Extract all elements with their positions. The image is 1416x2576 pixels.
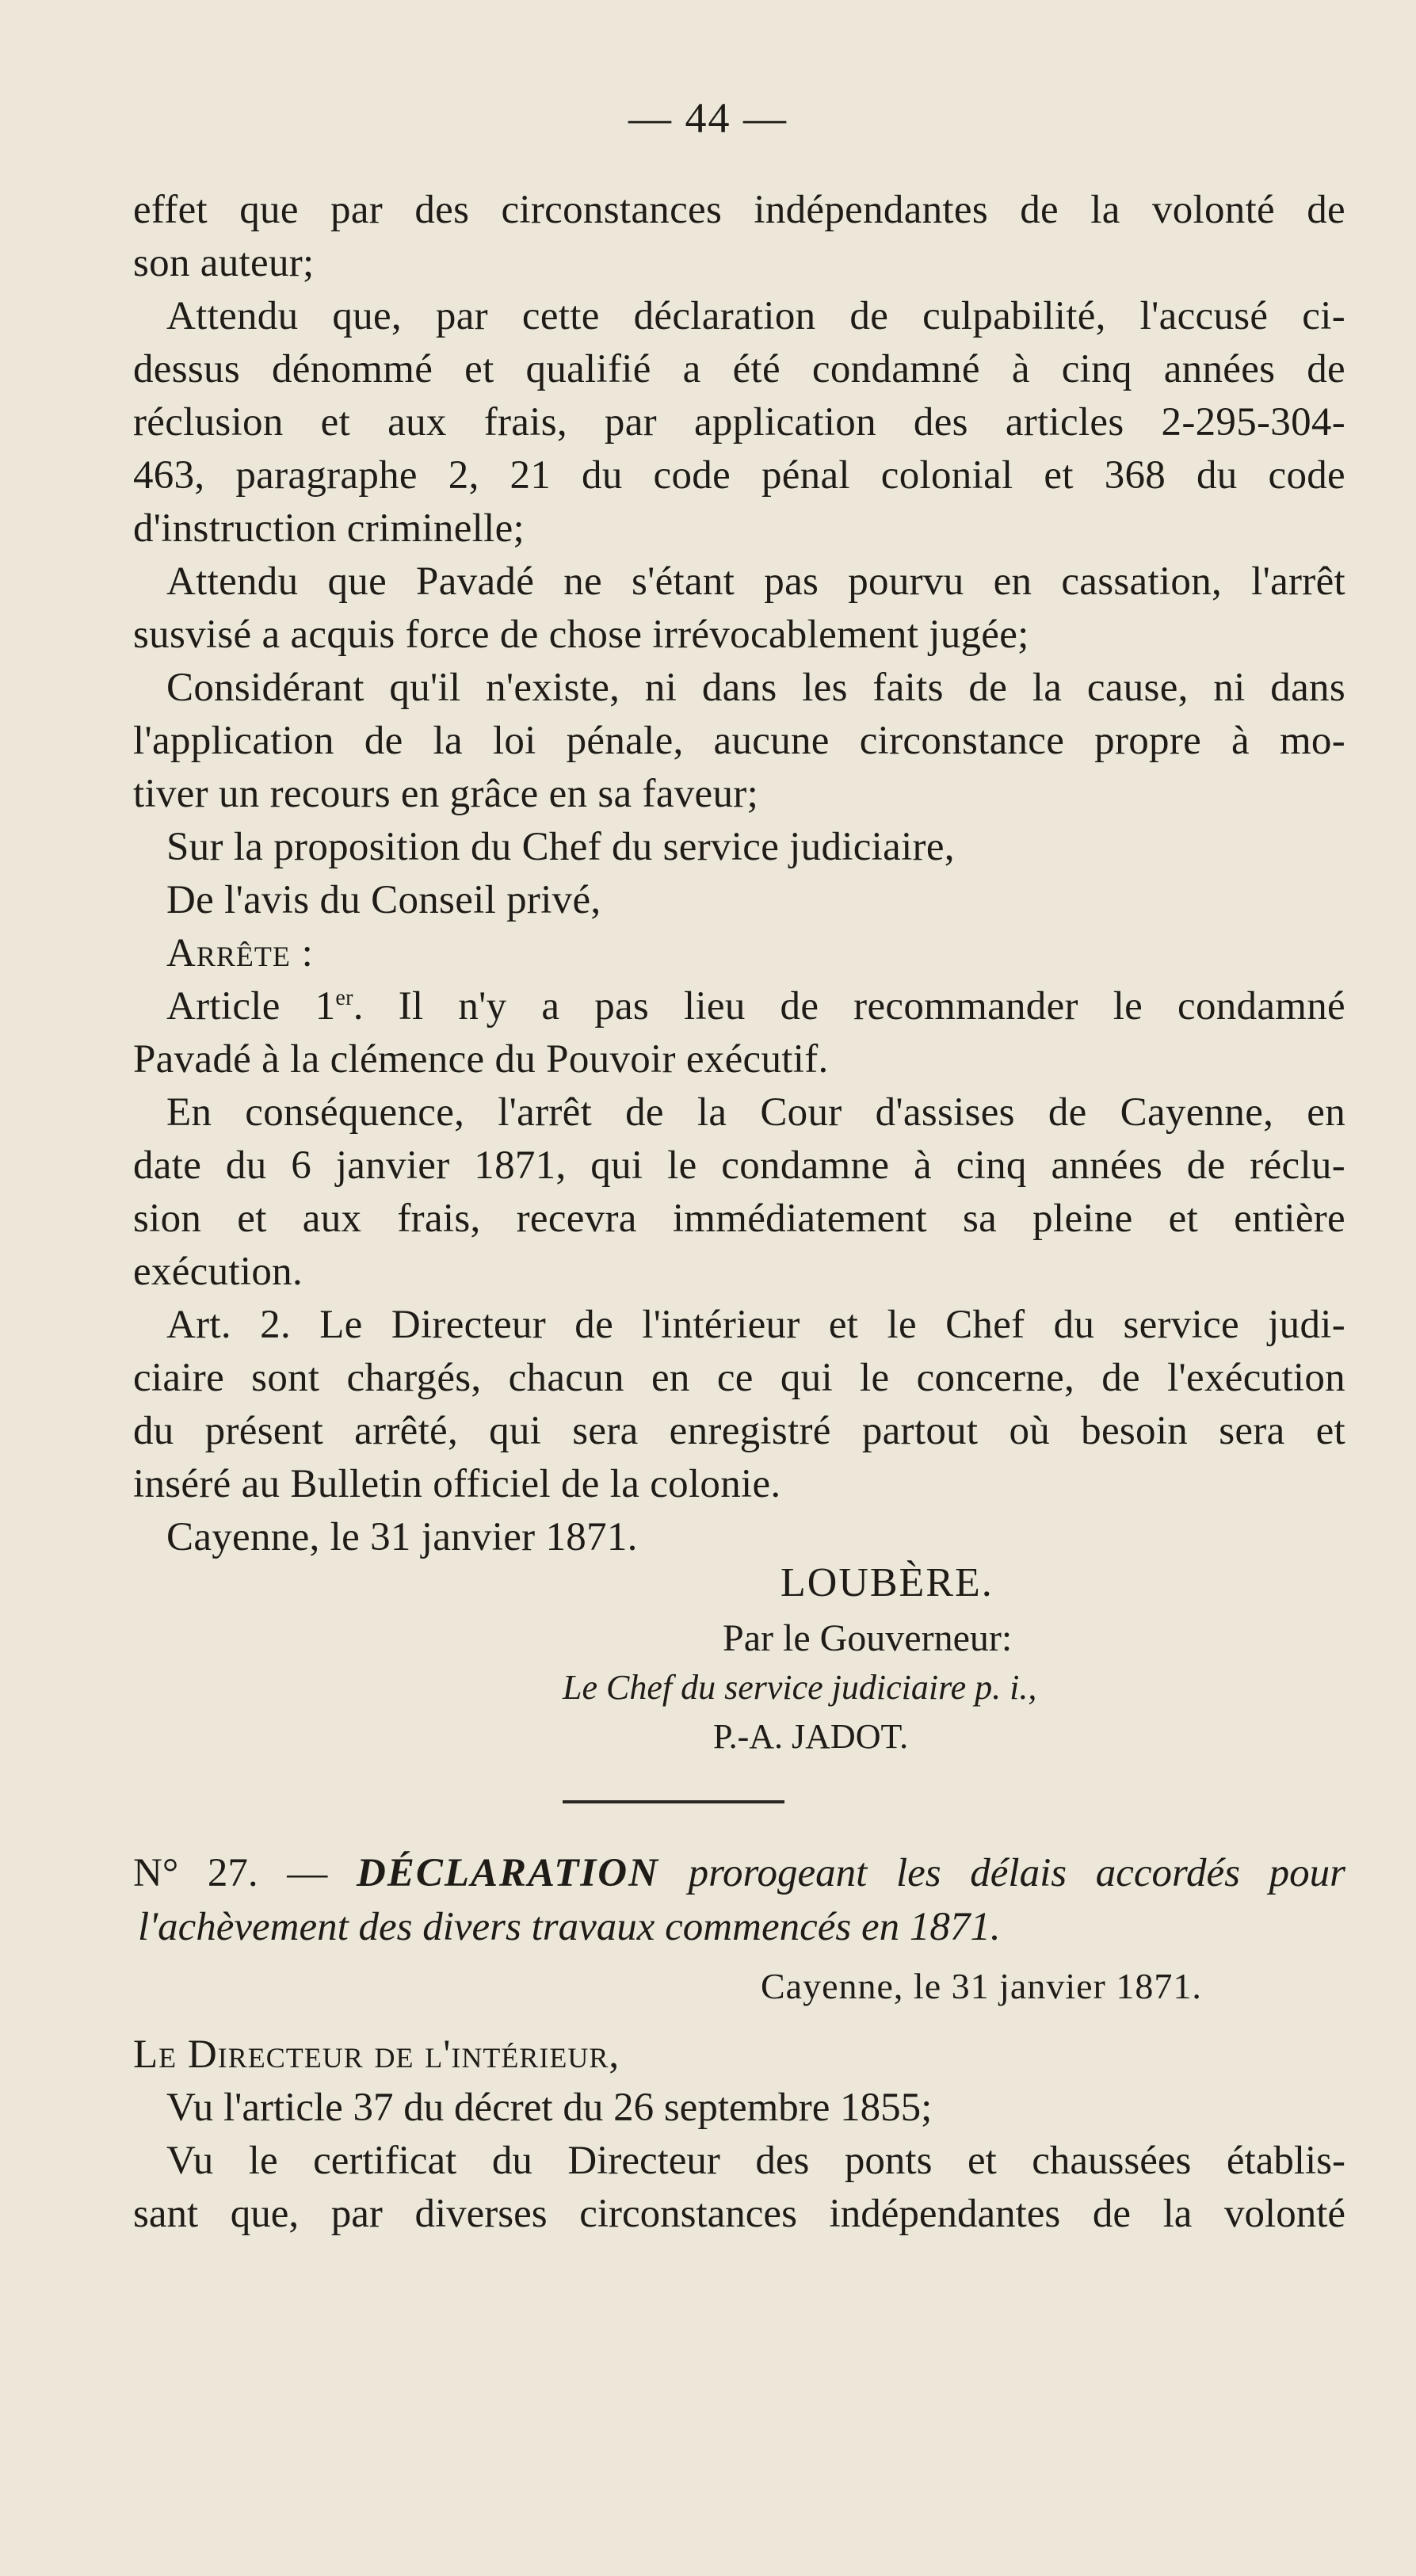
text-line: Vu le certificat du Directeur des ponts et chaussées établis- <box>166 2139 1345 2183</box>
text-line: Vu l'article 37 du décret du 26 septembre 1855; <box>166 2086 933 2130</box>
text-line: d'instruction criminelle; <box>133 506 525 551</box>
signature-role: Le Chef du service judiciaire p. i., <box>563 1668 1037 1707</box>
text-line: Pavadé à la clémence du Pouvoir exécutif. <box>133 1037 829 1082</box>
text-line: date du 6 janvier 1871, qui le condamne à cinq années de réclu- <box>133 1143 1345 1188</box>
text-line: Considérant qu'il n'existe, ni dans les faits de la cause, ni dans <box>166 666 1345 710</box>
text-line: du présent arrêté, qui sera enregistré partout où besoin sera et <box>133 1409 1345 1453</box>
article-1-label: Article 1 <box>166 984 336 1028</box>
section-title-line2: l'achèvement des divers travaux commencés en 1871. <box>138 1905 1001 1949</box>
governor-signature: LOUBÈRE. <box>781 1560 994 1605</box>
text-line: susvisé a acquis force de chose irrévocablement jugée; <box>133 613 1029 657</box>
arrete-heading: Arrête : <box>166 931 314 975</box>
text-line: ciaire sont chargés, chacun en ce qui le concerne, de l'exécution <box>133 1356 1345 1400</box>
text-line: son auteur; <box>133 241 315 285</box>
place-date: Cayenne, le 31 janvier 1871. <box>166 1515 638 1559</box>
text-line: sant que, par diverses circonstances indépendantes de la volonté <box>133 2192 1345 2236</box>
text-line: De l'avis du Conseil privé, <box>166 878 601 922</box>
text-line: l'application de la loi pénale, aucune circonstance propre à mo- <box>133 719 1345 763</box>
text-line: En conséquence, l'arrêt de la Cour d'assises de Cayenne, en <box>166 1090 1345 1135</box>
text-line: effet que par des circonstances indépendantes de la volonté de <box>133 188 1345 232</box>
section-27-author: Le Directeur de l'intérieur, <box>133 2032 620 2077</box>
article-1-line <box>133 980 1345 1033</box>
section-kind: DÉCLARATION <box>356 1851 659 1895</box>
text-line: inséré au Bulletin officiel de la colonie. <box>133 1462 781 1506</box>
page-number: — 44 — <box>628 94 788 142</box>
signature-signer: P.-A. JADOT. <box>713 1717 909 1756</box>
text-line: réclusion et aux frais, par application des articles 2-295-304- <box>133 400 1345 445</box>
text-line: tiver un recours en grâce en sa faveur; <box>133 772 759 816</box>
text-line: exécution. <box>133 1250 303 1294</box>
section-number: N° 27. — <box>133 1851 328 1895</box>
signature-by: Par le Gouverneur: <box>723 1617 1013 1659</box>
article-1-sup: er <box>335 986 353 1010</box>
text-line: Art. 2. Le Directeur de l'intérieur et le Chef du service judi- <box>166 1303 1345 1347</box>
article-1-text: . Il n'y a pas lieu de recommander le condamné <box>353 984 1345 1028</box>
text-line: Attendu que Pavadé ne s'étant pas pourvu en cassation, l'arrêt <box>166 559 1345 604</box>
text-line: dessus dénommé et qualifié a été condamné à cinq années de <box>133 347 1345 391</box>
section-27-date: Cayenne, le 31 janvier 1871. <box>761 1966 1202 2006</box>
section-27-title <box>133 1846 1345 1954</box>
decree-body <box>133 184 1345 1564</box>
section-27-body <box>133 2028 1345 2241</box>
text-line: Sur la proposition du Chef du service judiciaire, <box>166 825 955 869</box>
section-divider <box>563 1800 784 1803</box>
text-line: 463, paragraphe 2, 21 du code pénal colonial et 368 du code <box>133 453 1345 498</box>
text-line: sion et aux frais, recevra immédiatement sa pleine et entière <box>133 1196 1345 1241</box>
section-title-rest: prorogeant les délais accordés pour <box>688 1851 1345 1895</box>
text-line: Attendu que, par cette déclaration de culpabilité, l'accusé ci- <box>166 294 1345 338</box>
